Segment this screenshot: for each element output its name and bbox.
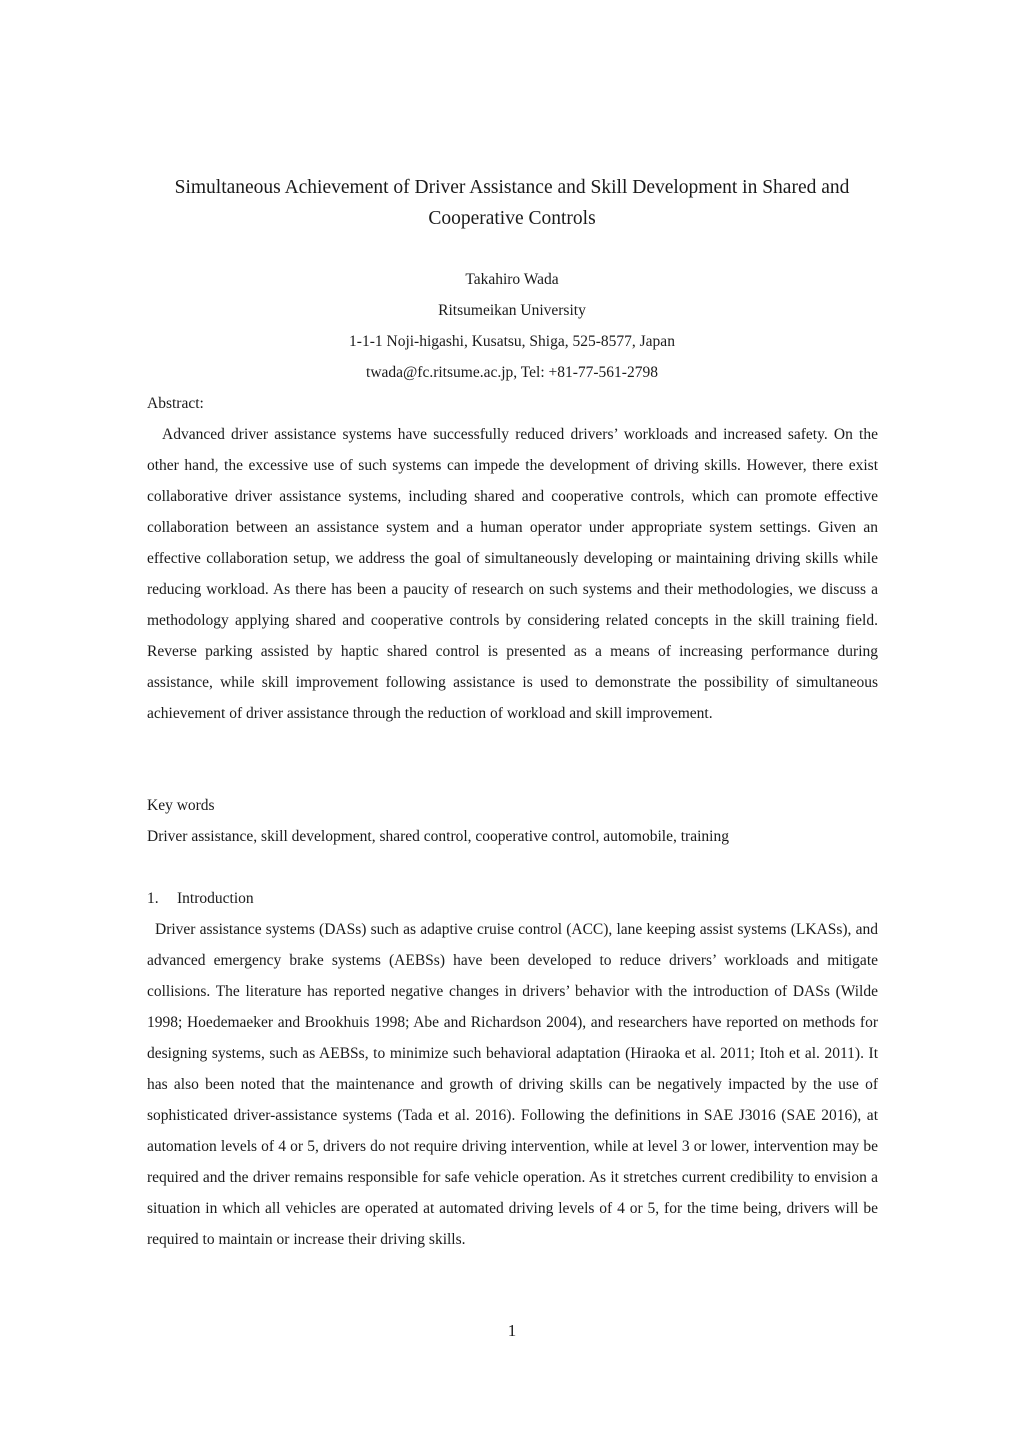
abstract-text: Advanced driver assistance systems have successfully reduced drivers’ workloads and increased safety. On the other hand, the excessive use of such systems can impede the development of driving skills. However, there exist collaborative driver assistance systems, including shared and cooperative controls, which can promote effective collaboration between an assistance system and a human operator under appropriate system settings. Given an effective collaboration setup, we address the goal of simultaneously developing or maintaining driving skills while reducing workload. As there has been a paucity of research on such systems and their methodologies, we discuss a methodology applying shared and cooperative controls by considering related concepts in the skill training field. Reverse parking assisted by haptic shared control is presented as a means of increasing performance during assistance, while skill improvement following assistance is used to demonstrate the possibility of simultaneous achievement of driver assistance through the reduction of workload and skill improvement. (147, 426, 878, 722)
section-heading-introduction (147, 889, 254, 909)
author-affiliation: Ritsumeikan University (438, 302, 586, 319)
page-number: 1 (507, 1321, 517, 1340)
keywords-label: Key words (147, 797, 215, 814)
abstract-label: Abstract: (147, 395, 204, 412)
author-name: Takahiro Wada (465, 271, 559, 288)
section-title: Introduction (177, 890, 254, 907)
paper-title: Simultaneous Achievement of Driver Assistance and Skill Development in Shared and Cooperative Controls (174, 177, 850, 229)
keywords-list: Driver assistance, skill development, shared control, cooperative control, automobile, training (147, 828, 729, 845)
author-contact: twada@fc.ritsume.ac.jp, Tel: +81-77-561-2798 (366, 364, 658, 381)
author-address: 1-1-1 Noji-higashi, Kusatsu, Shiga, 525-8577, Japan (349, 333, 675, 350)
section-number: 1. (147, 890, 159, 907)
introduction-text: Driver assistance systems (DASs) such as adaptive cruise control (ACC), lane keeping assist systems (LKASs), and advanced emergency brake systems (AEBSs) have been developed to reduce drivers’ workloads and mitigate collisions. The literature has reported negative changes in drivers’ behavior with the introduction of DASs (Wilde 1998; Hoedemaeker and Brookhuis 1998; Abe and Richardson 2004), and researchers have reported on methods for designing systems, such as AEBSs, to minimize such behavioral adaptation (Hiraoka et al. 2011; Itoh et al. 2011). It has also been noted that the maintenance and growth of driving skills can be negatively impacted by the use of sophisticated driver-assistance systems (Tada et al. 2016). Following the definitions in SAE J3016 (SAE 2016), at automation levels of 4 or 5, drivers do not require driving intervention, while at level 3 or lower, intervention may be required and the driver remains responsible for safe vehicle operation. As it stretches current credibility to envision a situation in which all vehicles are operated at automated driving levels of 4 or 5, for the time being, drivers will be required to maintain or increase their driving skills. (147, 921, 878, 1248)
